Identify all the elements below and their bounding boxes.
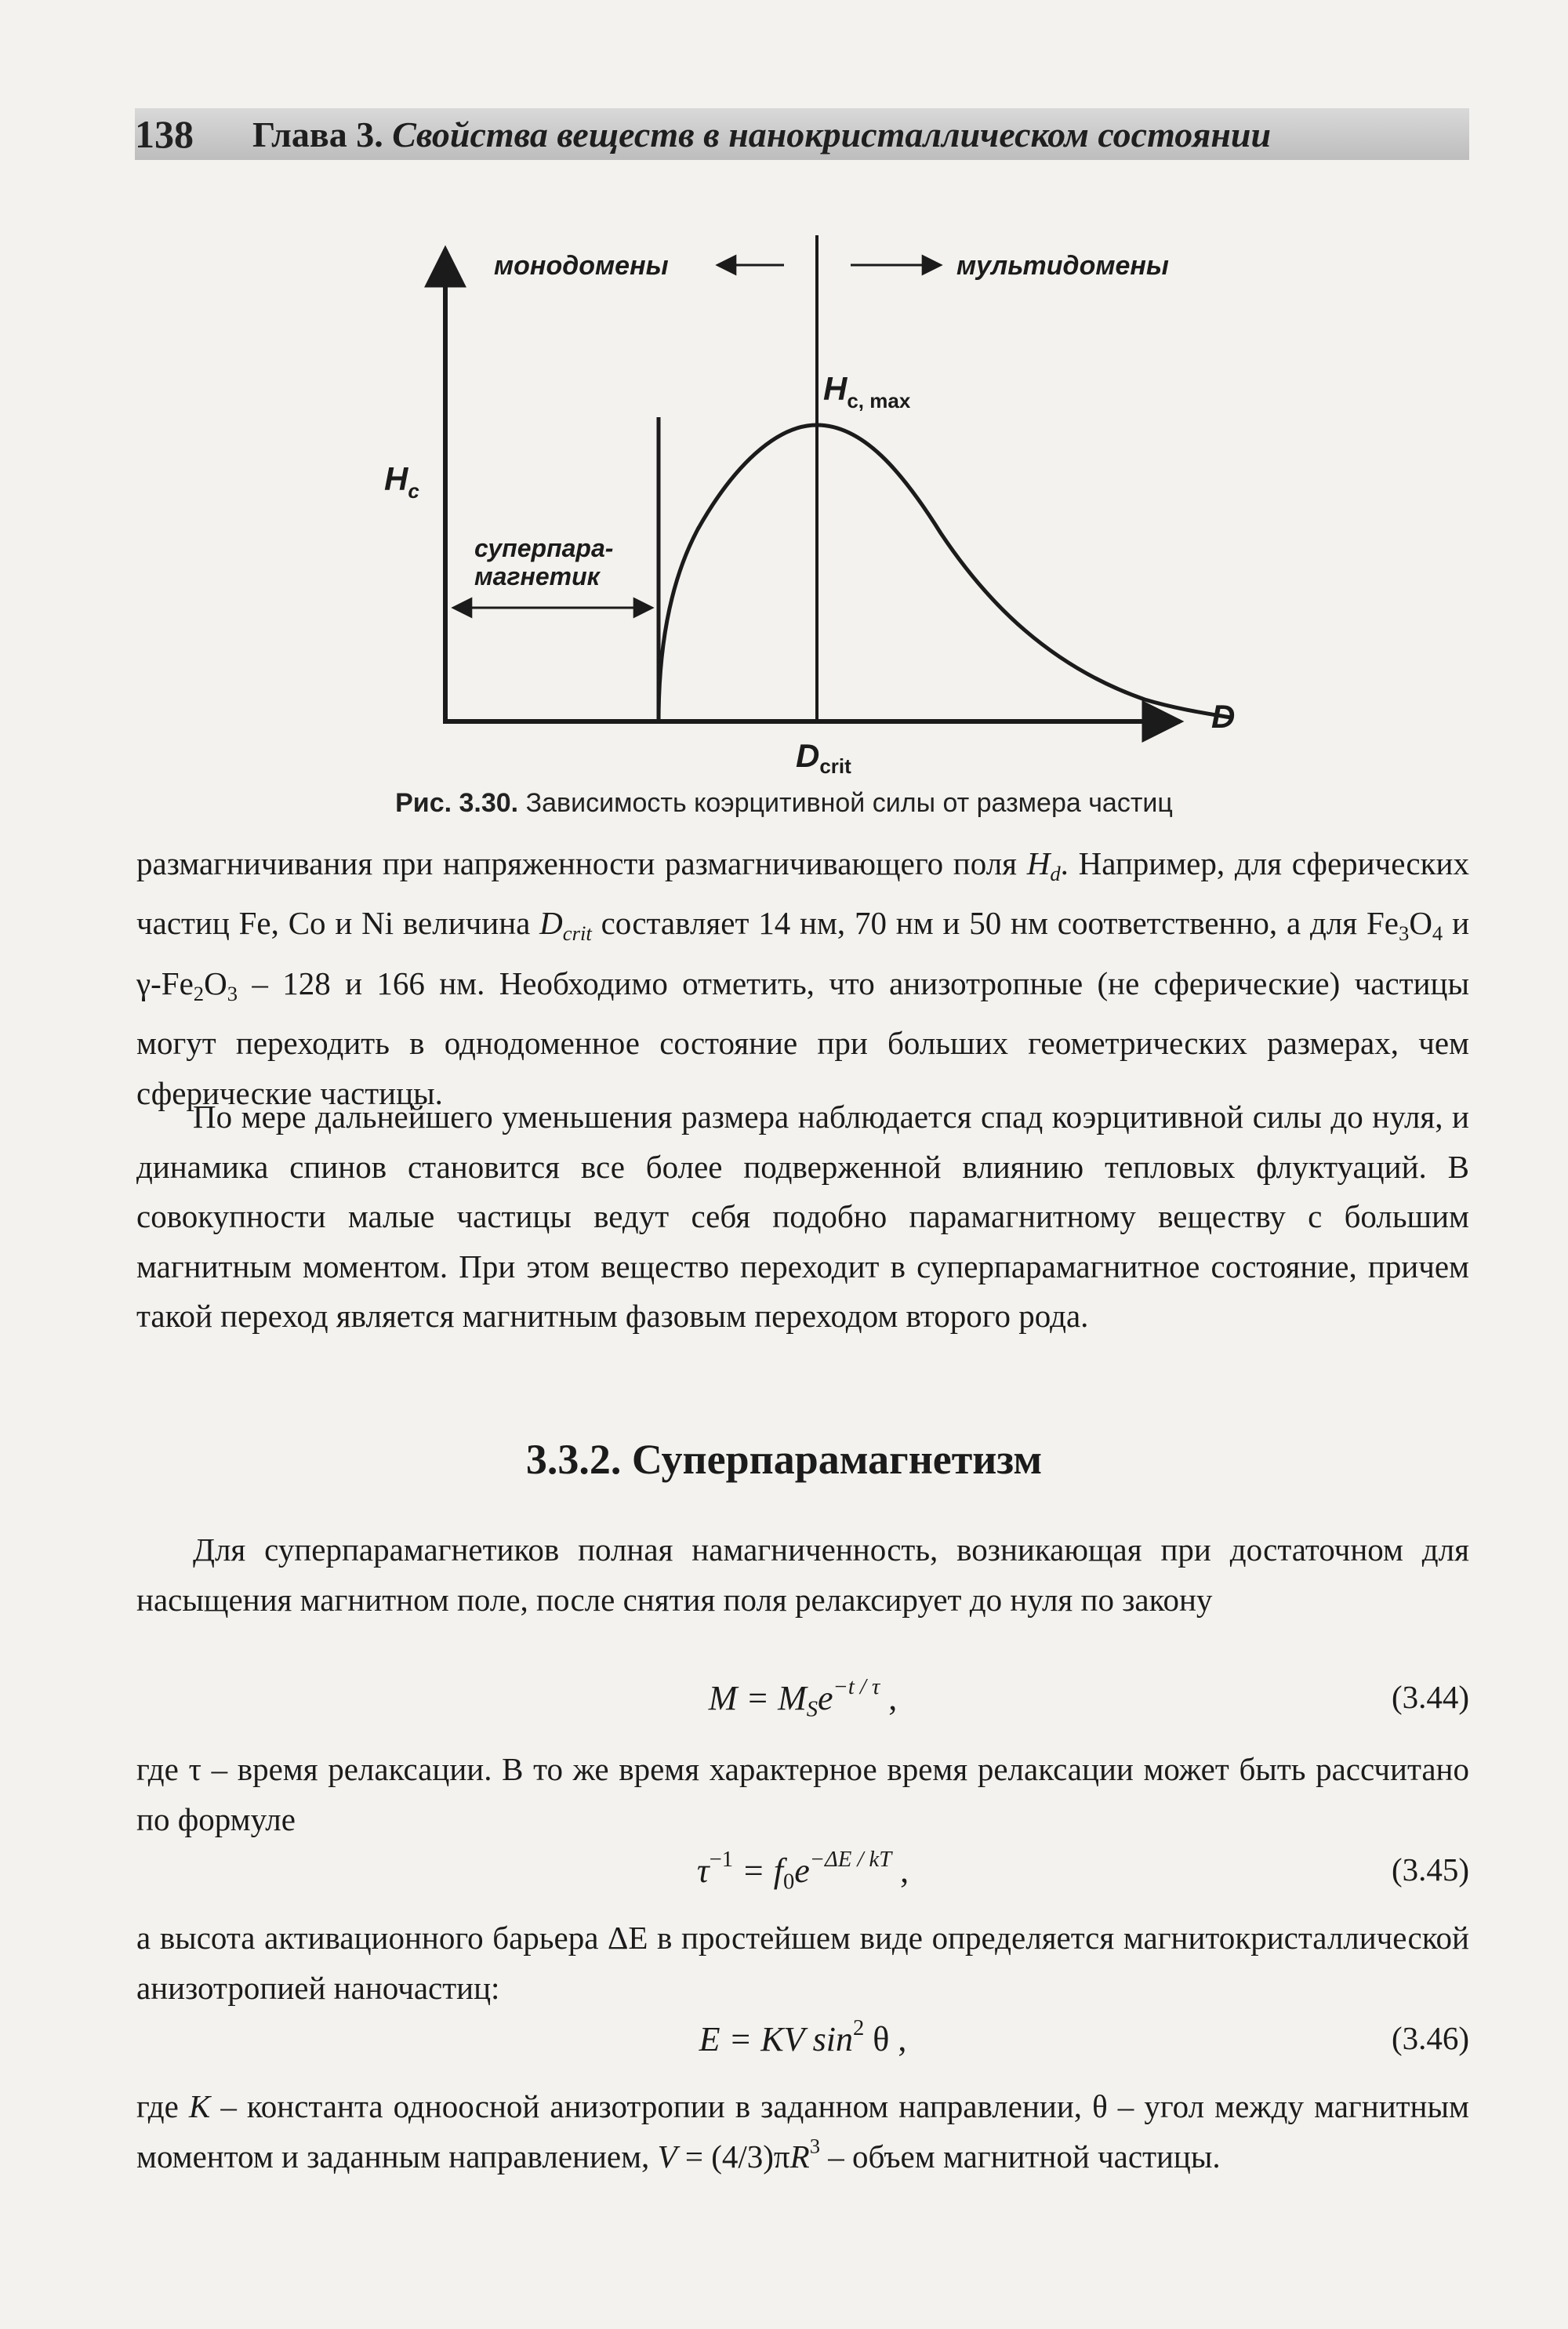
label-hc: $H_c$ <box>384 460 419 503</box>
figure-caption <box>0 788 1568 819</box>
label-multidomains: мультидомены <box>956 251 1169 281</box>
caption-text: Зависимость коэрцитивной силы от размера частиц <box>525 788 1173 818</box>
label-monodomains: монодомены <box>494 251 669 281</box>
label-superpara-2: магнетик <box>474 562 600 590</box>
paragraph-1: размагничивания при напряженности размагничивающего поля $H_d$. Например, для сферических частиц Fe, Co и Ni величина $D_{crit}$ составляет 14 нм, 70 нм и 50 нм соответственно, а для $Fe_3O_4$ и $\gamma-Fe_2O_3 - 128$ и 166 нм. Необходимо отметить, что анизотропные (не сферические) частицы могут переходить в однодоменное состояние при больших геометрических размерах, чем сферические частицы. <box>136 845 1470 1111</box>
chapter-name: Свойства веществ в нанокристаллическом состоянии <box>392 114 1272 154</box>
running-header <box>135 108 1469 160</box>
figure-svg <box>361 220 1301 800</box>
label-superpara-1: суперпара- <box>474 534 614 562</box>
paragraph-6: где K – константа одноосной анизотропии в заданном направлении, θ – угол между магнитным моментом и заданным направлением, $V = (4/3)\pi R^3$ – объем магнитной частицы. <box>136 2088 1469 2175</box>
paragraph-4: где τ – время релаксации. В то же время характерное время релаксации может быть рассчитано по формуле <box>136 1751 1469 1837</box>
figure-coercivity-vs-size <box>361 220 1301 800</box>
equation-number: (3.46) <box>1391 2020 1469 2056</box>
equation-number: (3.44) <box>1391 1679 1469 1715</box>
caption-label: Рис. 3.30. <box>395 788 519 818</box>
equation-3-46: E = KV $\sin^2 \theta$ , (3.46) <box>699 2015 1469 2058</box>
coercivity-curve <box>659 425 1231 721</box>
chapter-title <box>252 114 1271 155</box>
equation-number: (3.45) <box>1391 1851 1469 1888</box>
paragraph-3: Для суперпарамагнетиков полная намагниченность, возникающая при достаточном для насыщения магнитном поле, после снятия поля релаксирует до нуля по закону <box>136 1531 1469 1618</box>
paragraph-5: а высота активационного барьера ΔE в простейшем виде определяется магнитокристаллической анизотропией наночастиц: <box>136 1920 1469 2006</box>
label-d: D <box>1211 698 1236 735</box>
equation-3-45: $\tau^{-1} = f_0e^{-\Delta E / kT}$ , (3.45) <box>696 1847 1469 1895</box>
label-hc-max: $H_{c, max}$ <box>823 370 911 412</box>
paragraph-2: По мере дальнейшего уменьшения размера наблюдается спад коэрцитивной силы до нуля, и динамика спинов становится все более подверженной влиянию тепловых флуктуаций. В совокупности малые частицы ведут себя подобно парамагнитному веществу с большим магнитным моментом. При этом вещество переходит в суперпарамагнитное состояние, причем такой переход является магнитным фазовым переходом второго рода. <box>136 1099 1469 1334</box>
page-number: 138 <box>135 112 194 156</box>
label-dcrit: Dcrit <box>796 737 851 778</box>
section-heading: 3.3.2. Суперпарамагнетизм <box>525 1436 1043 1483</box>
equation-3-44: $M = M_Se^{-t / \tau}$ , (3.44) <box>708 1674 1469 1722</box>
chapter-prefix: Глава 3. <box>252 114 383 154</box>
